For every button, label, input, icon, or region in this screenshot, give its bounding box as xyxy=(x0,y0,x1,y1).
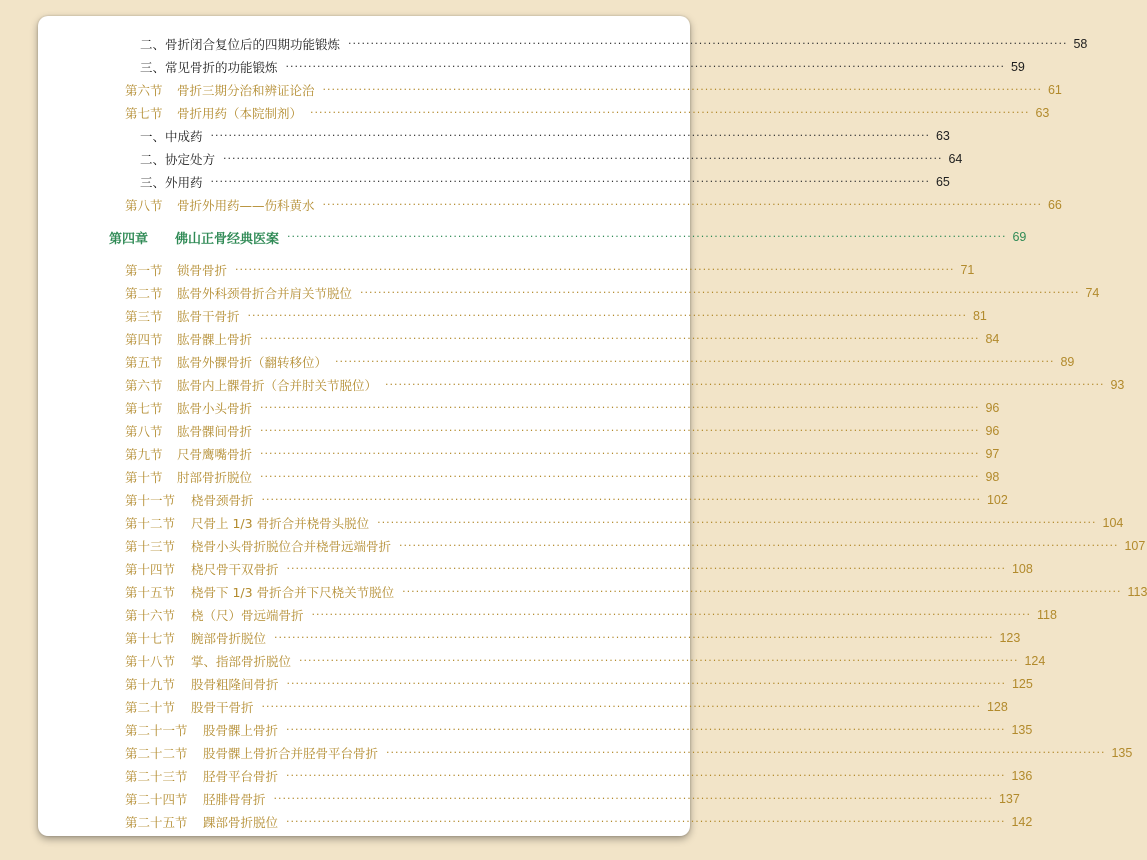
toc-section-number: 第八节 xyxy=(125,198,163,213)
toc-page-number: 96 xyxy=(985,401,1000,415)
toc-entry-label xyxy=(125,721,278,739)
toc-leader-dots: ································································································································································ xyxy=(386,746,1106,759)
toc-entry-title: 桡（尺）骨远端骨折 xyxy=(191,608,304,623)
toc-subsection-row[interactable] xyxy=(140,126,950,146)
toc-section-row[interactable] xyxy=(125,283,1100,303)
toc-section-number: 第三节 xyxy=(125,309,163,324)
toc-section-row[interactable] xyxy=(125,743,1133,763)
toc-page-number: 98 xyxy=(985,470,1000,484)
toc-section-number: 第五节 xyxy=(125,355,163,370)
toc-entry-label xyxy=(125,560,279,578)
toc-section-row[interactable] xyxy=(125,103,1050,123)
toc-entry-title: 肱骨髁上骨折 xyxy=(177,332,253,347)
toc-section-row[interactable] xyxy=(125,375,1125,395)
toc-leader-dots: ································································································································································ xyxy=(260,424,980,437)
toc-leader-dots: ································································································································································ xyxy=(260,332,980,345)
toc-leader-dots: ································································································································································ xyxy=(261,700,981,713)
toc-entry-label xyxy=(109,228,279,247)
toc-entry-label xyxy=(125,629,266,647)
toc-section-row[interactable] xyxy=(125,628,1021,648)
toc-entry-title: 桡骨小头骨折脱位合并桡骨远端骨折 xyxy=(191,539,392,554)
toc-leader-dots: ································································································································································ xyxy=(286,723,1006,736)
toc-leader-dots: ································································································································································ xyxy=(335,355,1055,368)
toc-section-number: 第二十一节 xyxy=(125,723,188,738)
toc-entry-label xyxy=(125,399,252,417)
toc-section-number: 第四章 xyxy=(109,231,149,247)
toc-entry-label xyxy=(125,790,266,808)
toc-entry-label xyxy=(125,744,378,762)
toc-leader-dots: ································································································································································ xyxy=(286,677,1006,690)
toc-entry-label xyxy=(125,422,252,440)
toc-section-row[interactable] xyxy=(125,421,1000,441)
toc-entry-label xyxy=(125,445,252,463)
toc-page-number: 81 xyxy=(972,309,987,323)
toc-subsection-row[interactable] xyxy=(140,34,1088,54)
toc-page-number: 104 xyxy=(1102,516,1124,530)
toc-entry-label xyxy=(125,468,252,486)
toc-page-number: 108 xyxy=(1011,562,1033,576)
toc-page-number: 63 xyxy=(1035,106,1050,120)
toc-leader-dots: ································································································································································ xyxy=(273,792,993,805)
toc-page-number: 71 xyxy=(960,263,975,277)
toc-section-row[interactable] xyxy=(125,582,1147,602)
toc-section-row[interactable] xyxy=(125,467,1000,487)
toc-section-number: 第十九节 xyxy=(125,677,176,692)
toc-leader-dots: ································································································································································ xyxy=(322,198,1042,211)
toc-entry-title: 肘部骨折脱位 xyxy=(177,470,253,485)
toc-page-number: 97 xyxy=(985,447,1000,461)
toc-entry-label xyxy=(140,150,215,168)
toc-entry-title: 桡尺骨干双骨折 xyxy=(191,562,279,577)
toc-entry-title: 二、协定处方 xyxy=(140,152,216,167)
toc-leader-dots: ································································································································································ xyxy=(286,769,1006,782)
toc-entry-label xyxy=(140,35,340,53)
toc-section-number: 第十一节 xyxy=(125,493,176,508)
toc-entry-label xyxy=(125,652,291,670)
toc-leader-dots: ································································································································································ xyxy=(274,631,994,644)
toc-page-number: 58 xyxy=(1073,37,1088,51)
toc-page-number: 69 xyxy=(1012,230,1027,244)
toc-leader-dots: ································································································································································ xyxy=(399,539,1119,552)
toc-subsection-row[interactable] xyxy=(140,172,950,192)
toc-entry-title: 踝部骨折脱位 xyxy=(203,815,279,830)
toc-entry-title: 尺骨鹰嘴骨折 xyxy=(177,447,253,462)
toc-entry-label xyxy=(125,196,315,214)
toc-section-row[interactable] xyxy=(125,674,1033,694)
toc-entry-label xyxy=(125,284,352,302)
toc-chapter-row[interactable] xyxy=(109,227,1027,247)
toc-section-row[interactable] xyxy=(125,812,1033,832)
toc-page-number: 93 xyxy=(1110,378,1125,392)
toc-section-row[interactable] xyxy=(125,306,987,326)
toc-section-number: 第二十五节 xyxy=(125,815,188,830)
toc-entry-label xyxy=(125,606,304,624)
toc-section-row[interactable] xyxy=(125,536,1146,556)
toc-page-number: 107 xyxy=(1124,539,1146,553)
toc-section-number: 第八节 xyxy=(125,424,163,439)
toc-entry-label xyxy=(125,675,279,693)
toc-entry-title: 桡骨颈骨折 xyxy=(191,493,254,508)
toc-section-number: 第六节 xyxy=(125,83,163,98)
toc-entry-label xyxy=(125,261,227,279)
toc-entry-title: 肱骨髁间骨折 xyxy=(177,424,253,439)
toc-section-number: 第二十二节 xyxy=(125,746,188,761)
toc-subsection-row[interactable] xyxy=(140,149,963,169)
toc-leader-dots: ································································································································································ xyxy=(286,562,1006,575)
toc-section-number: 第十三节 xyxy=(125,539,176,554)
toc-section-number: 第二十节 xyxy=(125,700,176,715)
toc-leader-dots: ································································································································································ xyxy=(311,608,1031,621)
toc-leader-dots: ································································································································································ xyxy=(223,152,943,165)
toc-page-number: 124 xyxy=(1024,654,1046,668)
toc-entry-label xyxy=(125,491,254,509)
toc-entry-label xyxy=(140,173,203,191)
toc-entry-title: 肱骨小头骨折 xyxy=(177,401,253,416)
toc-page-number: 59 xyxy=(1010,60,1025,74)
toc-leader-dots: ································································································································································ xyxy=(310,106,1030,119)
toc-section-number: 第十四节 xyxy=(125,562,176,577)
toc-section-row[interactable] xyxy=(125,329,1000,349)
toc-entry-label xyxy=(125,376,377,394)
toc-entry-title: 佛山正骨经典医案 xyxy=(175,231,280,247)
toc-section-number: 第六节 xyxy=(125,378,163,393)
toc-section-number: 第七节 xyxy=(125,401,163,416)
toc-entry-title: 三、常见骨折的功能锻炼 xyxy=(140,60,278,75)
toc-entry-label xyxy=(125,514,369,532)
toc-section-number: 第十五节 xyxy=(125,585,176,600)
toc-leader-dots: ································································································································································ xyxy=(299,654,1019,667)
toc-page-number: 135 xyxy=(1111,746,1133,760)
toc-entry-label xyxy=(125,537,391,555)
toc-leader-dots: ································································································································································ xyxy=(247,309,967,322)
toc-section-row[interactable] xyxy=(125,444,1000,464)
toc-leader-dots: ································································································································································ xyxy=(385,378,1105,391)
toc-entry-title: 胫骨平台骨折 xyxy=(203,769,279,784)
toc-leader-dots: ································································································································································ xyxy=(322,83,1042,96)
toc-entry-title: 掌、指部骨折脱位 xyxy=(191,654,292,669)
toc-entry-label xyxy=(125,813,278,831)
toc-section-row[interactable] xyxy=(125,80,1062,100)
toc-entry-title: 肱骨外髁骨折（翻转移位） xyxy=(177,355,328,370)
toc-leader-dots: ································································································································································ xyxy=(348,37,1068,50)
toc-page xyxy=(38,16,1147,836)
toc-page-number: 137 xyxy=(998,792,1020,806)
toc-leader-dots: ································································································································································ xyxy=(235,263,955,276)
toc-leader-dots: ································································································································································ xyxy=(261,493,981,506)
toc-page-number: 125 xyxy=(1011,677,1033,691)
toc-section-row[interactable] xyxy=(125,720,1033,740)
toc-section-number: 第七节 xyxy=(125,106,163,121)
toc-page-number: 89 xyxy=(1060,355,1075,369)
toc-page-number: 84 xyxy=(985,332,1000,346)
toc-entry-label xyxy=(125,104,302,122)
toc-entry-title: 肱骨内上髁骨折（合并肘关节脱位） xyxy=(177,378,378,393)
toc-section-number: 第十六节 xyxy=(125,608,176,623)
toc-page-number: 123 xyxy=(999,631,1021,645)
toc-section-number: 第一节 xyxy=(125,263,163,278)
toc-section-row[interactable] xyxy=(125,490,1008,510)
toc-entry-title: 股骨髁上骨折合并胫骨平台骨折 xyxy=(203,746,379,761)
toc-entry-title: 桡骨下 1/3 骨折合并下尺桡关节脱位 xyxy=(191,585,395,600)
toc-entry-title: 骨折外用药——伤科黄水 xyxy=(177,198,315,213)
toc-entry-title: 二、骨折闭合复位后的四期功能锻炼 xyxy=(140,37,341,52)
toc-page-number: 102 xyxy=(986,493,1008,507)
toc-leader-dots: ································································································································································ xyxy=(260,447,980,460)
toc-section-row[interactable] xyxy=(125,697,1008,717)
toc-entry-title: 股骨髁上骨折 xyxy=(203,723,279,738)
toc-page-number: 136 xyxy=(1011,769,1033,783)
toc-entry-label xyxy=(140,127,203,145)
toc-entry-title: 一、中成药 xyxy=(140,129,203,144)
toc-entry-label xyxy=(125,330,252,348)
toc-section-row[interactable] xyxy=(125,195,1062,215)
toc-leader-dots: ································································································································································ xyxy=(260,470,980,483)
toc-section-row[interactable] xyxy=(125,766,1033,786)
toc-entry-label xyxy=(125,583,394,601)
toc-section-row[interactable] xyxy=(125,398,1000,418)
toc-page-number: 128 xyxy=(986,700,1008,714)
toc-leader-dots: ································································································································································ xyxy=(402,585,1122,598)
toc-leader-dots: ································································································································································ xyxy=(286,815,1006,828)
toc-page-number: 96 xyxy=(985,424,1000,438)
toc-leader-dots: ································································································································································ xyxy=(210,175,930,188)
toc-entry-title: 骨折三期分治和辨证论治 xyxy=(177,83,315,98)
toc-section-row[interactable] xyxy=(125,605,1057,625)
toc-section-number: 第十二节 xyxy=(125,516,176,531)
toc-leader-dots: ································································································································································ xyxy=(377,516,1097,529)
toc-entry-title: 骨折用药（本院制剂） xyxy=(177,106,303,121)
toc-section-number: 第十节 xyxy=(125,470,163,485)
toc-section-number: 第十八节 xyxy=(125,654,176,669)
toc-entry-title: 腕部骨折脱位 xyxy=(191,631,267,646)
toc-entry-title: 尺骨上 1/3 骨折合并桡骨头脱位 xyxy=(191,516,370,531)
toc-section-number: 第十七节 xyxy=(125,631,176,646)
toc-leader-dots: ································································································································································ xyxy=(285,60,1005,73)
toc-entry-label xyxy=(125,353,327,371)
toc-entry-label xyxy=(125,698,254,716)
toc-entry-label xyxy=(140,58,278,76)
toc-section-row[interactable] xyxy=(125,651,1046,671)
toc-entry-title: 锁骨骨折 xyxy=(177,263,228,278)
toc-leader-dots: ································································································································································ xyxy=(287,230,1007,243)
toc-entry-label xyxy=(125,307,240,325)
toc-section-number: 第二十四节 xyxy=(125,792,188,807)
toc-entry-label xyxy=(125,81,315,99)
toc-section-number: 第九节 xyxy=(125,447,163,462)
toc-page-number: 64 xyxy=(948,152,963,166)
toc-entry-title: 胫腓骨骨折 xyxy=(203,792,266,807)
toc-entry-label xyxy=(125,767,278,785)
toc-section-number: 第四节 xyxy=(125,332,163,347)
toc-page-number: 65 xyxy=(935,175,950,189)
toc-entry-title: 肱骨外科颈骨折合并肩关节脱位 xyxy=(177,286,353,301)
toc-section-number: 第二十三节 xyxy=(125,769,188,784)
toc-page-number: 63 xyxy=(935,129,950,143)
toc-entry-title: 股骨粗隆间骨折 xyxy=(191,677,279,692)
toc-entry-title: 股骨干骨折 xyxy=(191,700,254,715)
toc-page-number: 61 xyxy=(1047,83,1062,97)
toc-section-row[interactable] xyxy=(125,513,1124,533)
toc-leader-dots: ································································································································································ xyxy=(260,401,980,414)
toc-entry-title: 三、外用药 xyxy=(140,175,203,190)
toc-page-number: 135 xyxy=(1011,723,1033,737)
toc-section-row[interactable] xyxy=(125,352,1075,372)
toc-leader-dots: ································································································································································ xyxy=(210,129,930,142)
toc-page-number: 113 xyxy=(1127,585,1147,599)
toc-page-number: 74 xyxy=(1085,286,1100,300)
toc-leader-dots: ································································································································································ xyxy=(360,286,1080,299)
toc-section-row[interactable] xyxy=(125,559,1033,579)
toc-subsection-row[interactable] xyxy=(140,57,1025,77)
toc-page-number: 142 xyxy=(1011,815,1033,829)
toc-section-row[interactable] xyxy=(125,789,1020,809)
toc-section-row[interactable] xyxy=(125,260,975,280)
toc-page-number: 66 xyxy=(1047,198,1062,212)
toc-page-number: 118 xyxy=(1036,608,1057,622)
toc-section-number: 第二节 xyxy=(125,286,163,301)
toc-entry-title: 肱骨干骨折 xyxy=(177,309,240,324)
